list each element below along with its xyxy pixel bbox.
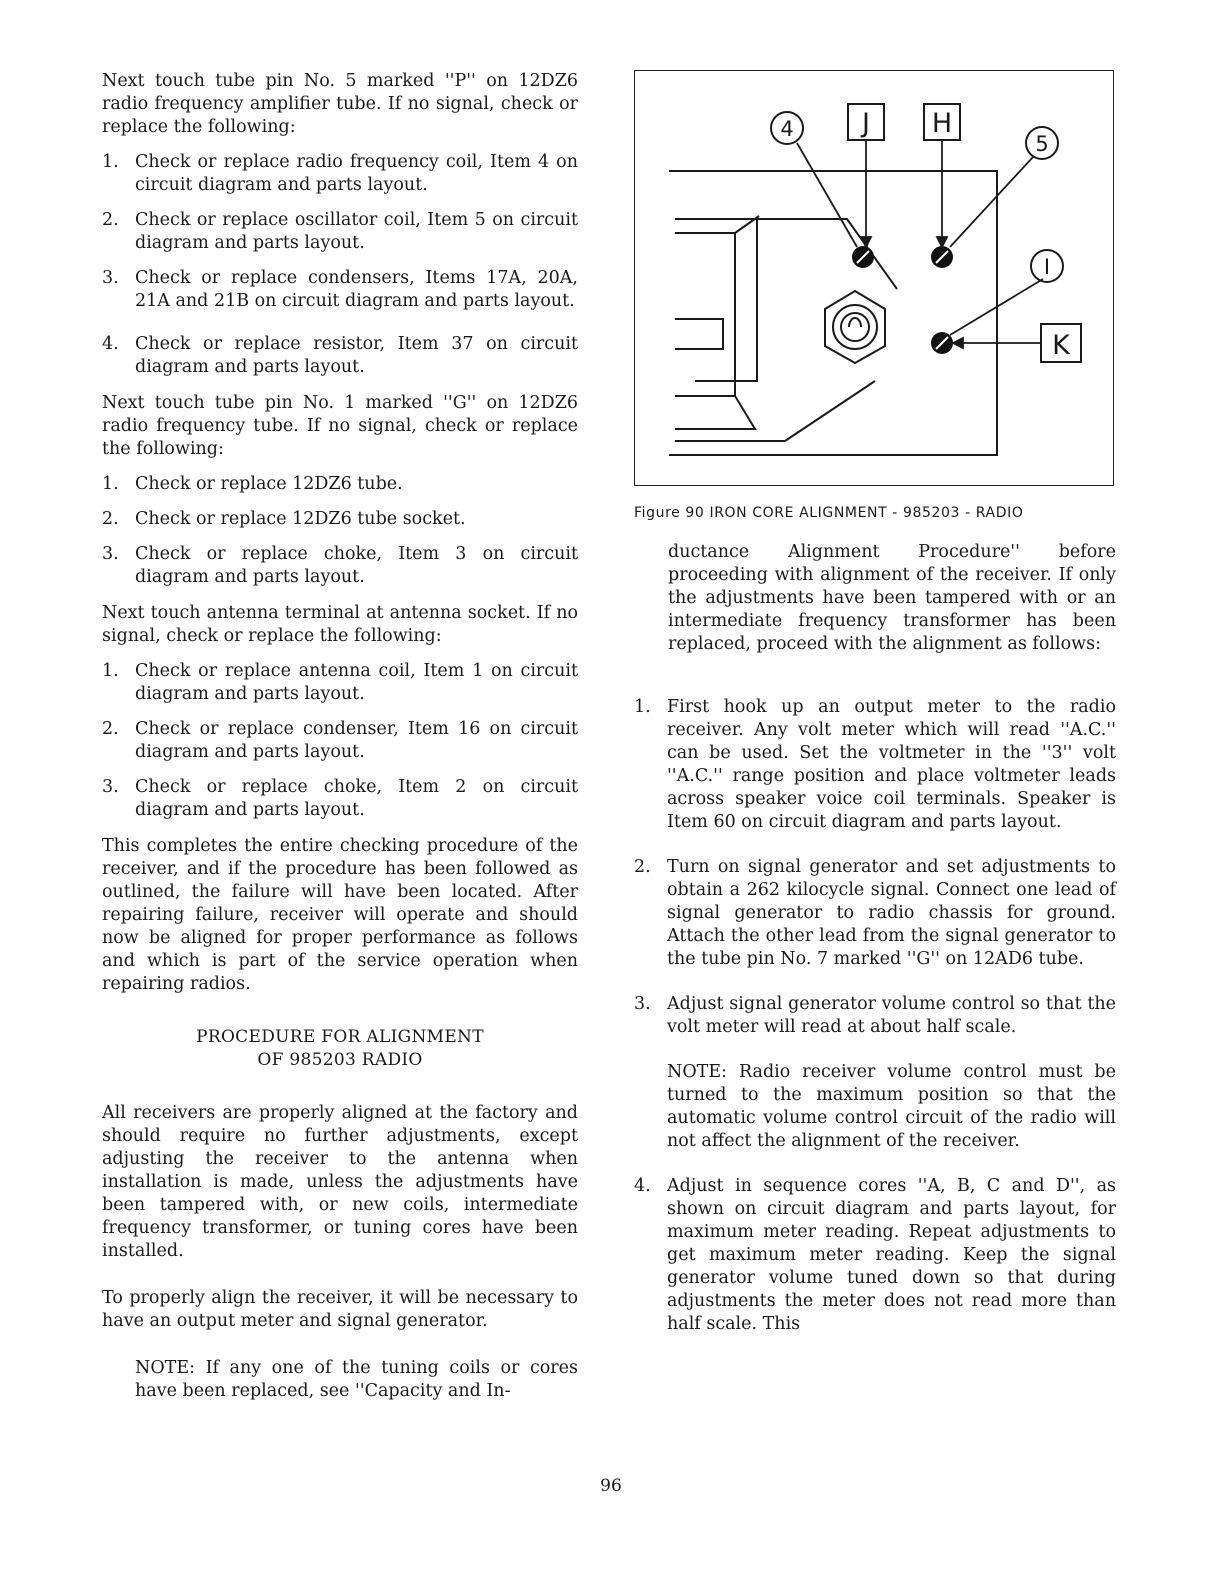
alignment-diagram [635,71,1113,484]
intro-pin5: Next touch tube pin No. 5 marked ''P'' on 12DZ6 radio frequency amplifier tube. If no signal, check or replace the following: [102,71,578,137]
list-number: 2. [634,857,651,877]
list-item [102,508,578,531]
alignment-intro: All receivers are properly aligned at the factory and should require no further adjustments, except adjusting the receiver to the antenna when installation is made, unless the adjustments have been tampered with, or new coils, intermediate frequency transformer, or tuning cores have been installed. [102,1103,578,1261]
list-item [634,993,1116,1153]
label-i: I [1043,255,1051,279]
adjustment-cores [852,246,953,354]
list-text: First hook up an output meter to the radio receiver. Any volt meter which will read ''A.C.'' can be used. Set the voltmeter in the ''3'' volt ''A.C.'' range position and place voltmeter leads across speaker voice coil terminals. Speaker is Item 60 on circuit diagram and parts layout. [667,697,1116,832]
list-text: Check or replace choke, Item 2 on circuit diagram and parts layout. [135,777,578,820]
label-k: K [1052,330,1070,361]
list-text: Check or replace antenna coil, Item 1 on circuit diagram and parts layout. [135,661,578,704]
list-item [102,333,578,379]
callout-line-4 [797,143,857,247]
list-number: 2. [102,509,119,529]
list-number: 1. [102,661,119,681]
list-item [102,267,578,313]
list-text: Adjust signal generator volume control so that the volt meter will read at about half scale. [667,994,1116,1037]
label-4: 4 [780,117,794,141]
alignment-steps [634,696,1116,1336]
list-number: 1. [102,152,119,172]
left-column [102,70,578,1403]
list-number: 3. [102,777,119,797]
list-item [102,151,578,197]
continuation-block [634,541,1116,656]
bracket-tab [675,319,723,349]
list-number: 3. [102,268,119,288]
list-text: Turn on signal generator and set adjustments to obtain a 262 kilocycle signal. Connect one lead of signal generator to radio chassis for ground. Attach the other lead from the signal generator to the tube pin No. 7 marked ''G'' on 12AD6 tube. [667,857,1116,969]
list-number: 3. [634,994,651,1014]
intro-antenna: Next touch antenna terminal at antenna socket. If no signal, check or replace the following: [102,603,578,646]
checklist-pin1 [102,473,578,589]
list-item [102,718,578,764]
list-item [634,856,1116,971]
checklist-antenna [102,660,578,822]
page-number: 96 [600,1476,622,1496]
checklist-pin5 [102,151,578,379]
label-5: 5 [1035,132,1049,156]
list-text: Check or replace choke, Item 3 on circuit diagram and parts layout. [135,544,578,587]
list-text: Check or replace condensers, Items 17A, 20A, 21A and 21B on circuit diagram and parts layout. [135,268,578,311]
list-text: Check or replace 12DZ6 tube. [135,474,403,494]
list-number: 4. [102,334,119,354]
list-item [102,660,578,706]
figure-caption: Figure 90 IRON CORE ALIGNMENT - 985203 - RADIO [634,505,1024,521]
list-item [102,209,578,255]
tube-socket-ring [833,305,877,349]
shield-edge [785,381,875,441]
list-text: Check or replace resistor, Item 37 on circuit diagram and parts layout. [135,334,578,377]
list-item [102,543,578,589]
list-text: Check or replace condenser, Item 16 on circuit diagram and parts layout. [135,719,578,762]
section-heading [102,1026,578,1072]
shield-edge [757,219,897,289]
continuation-paragraph: ductance Alignment Procedure'' before proceeding with alignment of the receiver. If only the adjustments have been tampered with or an intermediate frequency transformer has been replaced, proceed with the alignment as follows: [668,542,1116,654]
chassis-outline [669,171,997,455]
list-number: 3. [102,544,119,564]
alignment-equipment: To properly align the receiver, it will be necessary to have an output meter and signal generator. [102,1288,578,1331]
list-number: 1. [102,474,119,494]
list-item [634,1175,1116,1336]
heading-line: PROCEDURE FOR ALIGNMENT [196,1027,484,1047]
figure-iron-core-alignment [634,70,1114,486]
completion-paragraph: This completes the entire checking procedure of the receiver, and if the procedure has been followed as outlined, the failure will have been located. After repairing failure, receiver will operate and should now be aligned for proper performance as follows and which is part of the service operation when repairing radios. [102,836,578,994]
list-text: Check or replace radio frequency coil, Item 4 on circuit diagram and parts layout. [135,152,578,195]
bracket-detail [675,396,755,429]
intro-pin1: Next touch tube pin No. 1 marked ''G'' on 12DZ6 radio frequency tube. If no signal, check or replace the following: [102,393,578,459]
label-h: H [931,108,953,139]
note-volume-control: NOTE: Radio receiver volume control must be turned to the maximum position so that the automatic volume control circuit of the radio will not affect the alignment of the receiver. [667,1062,1116,1151]
bracket-outline [675,233,735,396]
label-j: J [862,108,870,139]
note-tuning-cores: NOTE: If any one of the tuning coils or cores have been replaced, see ''Capacity and In- [135,1358,578,1401]
list-number: 2. [102,210,119,230]
heading-line: OF 985203 RADIO [257,1050,423,1070]
list-item [102,473,578,496]
list-item [634,696,1116,834]
bracket-outline [675,219,757,381]
right-column [634,70,1116,1358]
list-text: Adjust in sequence cores ''A, B, C and D'', as shown on circuit diagram and parts layout, for maximum meter reading. Repeat adjustments to get maximum meter reading. Keep the signal generator volume tuned down so that during adjustments the meter does not read more than half scale. This [667,1176,1116,1334]
list-text: Check or replace oscillator coil, Item 5 on circuit diagram and parts layout. [135,210,578,253]
list-number: 4. [634,1176,651,1196]
list-item [102,776,578,822]
list-number: 2. [102,719,119,739]
list-text: Check or replace 12DZ6 tube socket. [135,509,466,529]
list-number: 1. [634,697,651,717]
